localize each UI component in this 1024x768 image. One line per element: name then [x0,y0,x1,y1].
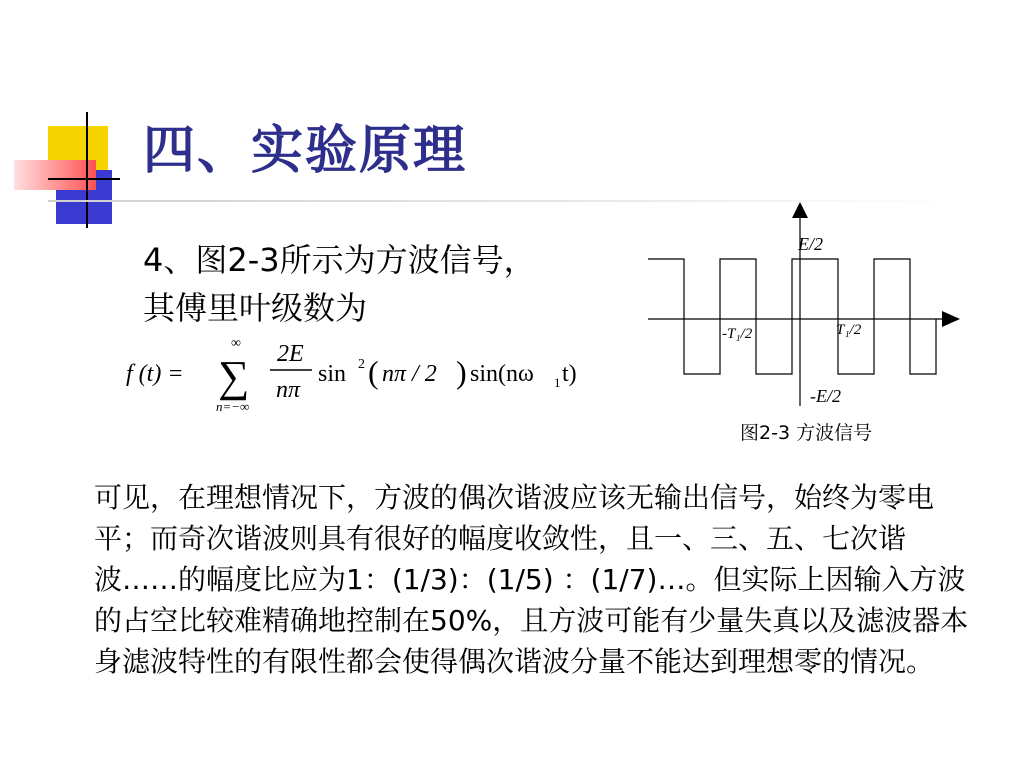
logo-red-bar [14,160,96,190]
tail-end: t) [562,361,577,387]
tick-right: T₁/2 [836,322,862,338]
fourier-formula [120,335,600,415]
slide-title: 四、实验原理 [143,120,468,181]
label-bottom: -E/2 [810,386,841,406]
intro-text: 4、图2-3所示为方波信号，其傅里叶级数为 [143,241,536,327]
square-wave-diagram [640,198,970,408]
formula-lhs: f (t) = [126,361,184,387]
fraction-numerator: 2E [277,341,304,367]
fraction-denominator: nπ [276,377,301,403]
open-paren: ( [368,354,379,390]
x-axis-arrow [942,311,960,327]
close-paren: ) [456,354,467,390]
tail-subscript: 1 [554,375,561,390]
tick-left: -T₁/2 [722,326,753,342]
logo-vertical-line [86,112,88,228]
y-axis-arrow [792,202,808,218]
figure-caption: 图2-3 方波信号 [740,422,873,444]
sum-upper-limit: ∞ [231,336,241,351]
sum-lower-limit: n=−∞ [216,399,250,414]
logo-horizontal-line [48,178,120,180]
sin-label: sin [318,361,347,387]
sin-exponent: 2 [358,357,365,372]
sin-argument: nπ / 2 [382,361,437,387]
tail-term: sin(nω [470,361,534,387]
label-top: E/2 [798,234,823,254]
body-paragraph: 可见，在理想情况下，方波的偶次谐波应该无输出信号，始终为零电平；而奇次谐波则具有很好的幅度收敛性，且一、三、五、七次谐波……的幅度比应为1：(1/3)：(1/5) ：(1/7)…。但实际上因输入方波的占空比较难精确地控制在50%，且方波可能有少量失真以及滤波器本身滤波特性的有限性都会使得偶次谐波分量不能达到理想零的情况。 [94,481,969,678]
square-wave [648,259,936,374]
summation-symbol: ∑ [218,352,250,401]
